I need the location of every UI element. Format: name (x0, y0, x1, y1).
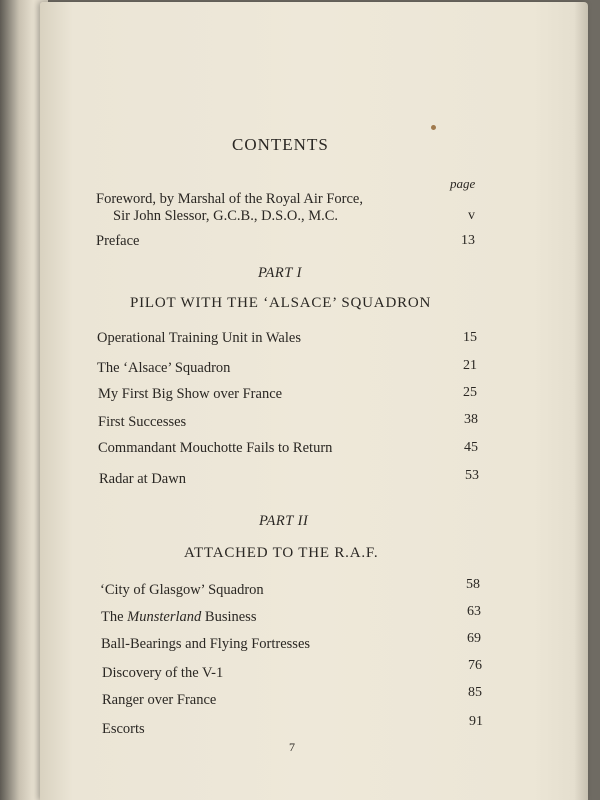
chapter-page: 38 (464, 412, 478, 427)
chapter-page: 45 (464, 440, 478, 455)
part1-label: PART I (258, 265, 302, 281)
title-suffix: Business (201, 609, 257, 625)
chapter-title: Commandant Mouchotte Fails to Return (98, 440, 333, 456)
part2-title: ATTACHED TO THE R.A.F. (184, 545, 379, 561)
chapter-page: 21 (463, 358, 477, 373)
page-edge-shadow (574, 2, 588, 800)
chapter-title: Operational Training Unit in Wales (97, 330, 301, 346)
part1-title: PILOT WITH THE ‘ALSACE’ SQUADRON (130, 295, 432, 311)
chapter-title: Discovery of the V-1 (102, 665, 224, 681)
contents-heading: CONTENTS (232, 135, 329, 154)
chapter-page: 76 (468, 658, 482, 673)
page-column-label: page (450, 176, 476, 191)
chapter-page: 25 (463, 385, 477, 400)
preface-entry: Preface (96, 233, 140, 249)
chapter-title: ‘City of Glasgow’ Squadron (100, 582, 264, 598)
chapter-title: The ‘Alsace’ Squadron (97, 360, 231, 376)
chapter-page: 85 (468, 685, 482, 700)
chapter-title (101, 609, 256, 626)
chapter-page: 58 (466, 577, 480, 592)
chapter-title: Escorts (102, 721, 145, 737)
preface-page: 13 (461, 233, 475, 248)
title-prefix: The (101, 609, 128, 625)
chapter-page: 63 (467, 604, 481, 619)
page-number-folio: 7 (289, 740, 295, 754)
title-italic: Munsterland (127, 609, 202, 625)
foreword-entry-line1: Foreword, by Marshal of the Royal Air Force, (96, 191, 363, 207)
part2-label: PART II (259, 513, 309, 529)
chapter-title: My First Big Show over France (98, 386, 283, 402)
chapter-page: 69 (467, 631, 481, 646)
chapter-page: 91 (469, 714, 483, 729)
chapter-title: Ball-Bearings and Flying Fortresses (101, 636, 311, 652)
chapter-title: Radar at Dawn (99, 471, 186, 487)
foreword-page: v (468, 208, 475, 223)
chapter-page: 53 (465, 468, 479, 483)
paper-stain (431, 125, 436, 130)
chapter-title: Ranger over France (102, 692, 217, 708)
chapter-page: 15 (463, 330, 477, 345)
chapter-title: First Successes (98, 414, 187, 430)
foreword-entry-line2: Sir John Slessor, G.C.B., D.S.O., M.C. (113, 208, 339, 224)
